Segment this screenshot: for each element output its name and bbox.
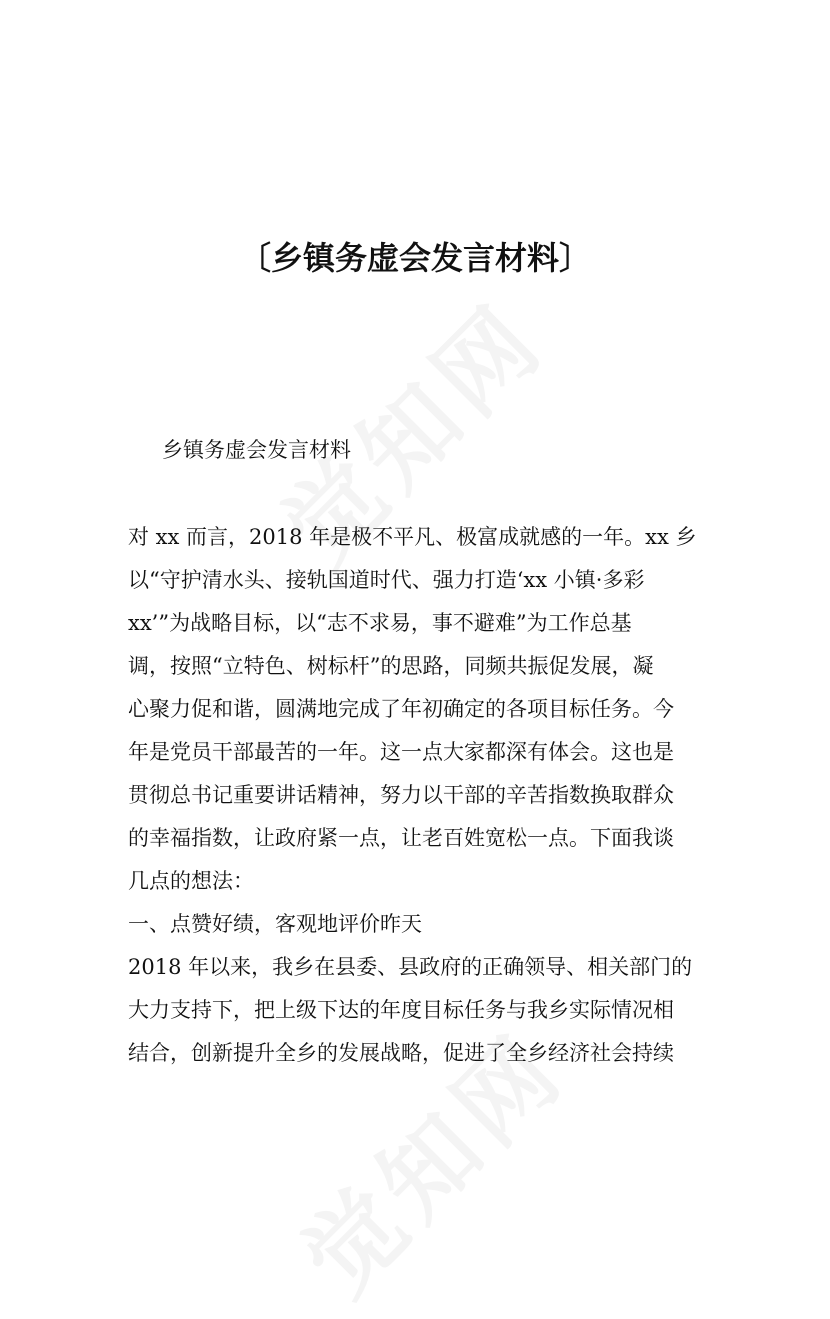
paragraph-line: 大力支持下，把上级下达的年度目标任务与我乡实际情况相 bbox=[128, 998, 674, 1022]
paragraph-line: xx’”为战略目标，以“志不求易，事不避难”为工作总基 bbox=[128, 611, 632, 635]
document-subtitle: 乡镇务虚会发言材料 bbox=[162, 438, 351, 462]
paragraph-line: 贯彻总书记重要讲话精神，努力以干部的辛苦指数换取群众 bbox=[128, 783, 674, 807]
paragraph-line: 调，按照“立特色、树标杆”的思路，同频共振促发展，凝 bbox=[128, 654, 654, 678]
paragraph-line: 几点的想法： bbox=[128, 869, 254, 893]
paragraph-line: 2018 年以来，我乡在县委、县政府的正确领导、相关部门的 bbox=[128, 955, 693, 979]
paragraph-line: 的幸福指数，让政府紧一点，让老百姓宽松一点。下面我谈 bbox=[128, 826, 674, 850]
paragraph-line: 以“守护清水头、接轨国道时代、强力打造‘xx 小镇·多彩 bbox=[128, 568, 645, 592]
paragraph-line: 心聚力促和谐，圆满地完成了年初确定的各项目标任务。今 bbox=[128, 697, 674, 721]
document-title: 〔乡镇务虚会发言材料〕 bbox=[238, 239, 591, 277]
section-heading: 一、点赞好绩，客观地评价昨天 bbox=[128, 912, 422, 936]
paragraph-line: 结合，创新提升全乡的发展战略，促进了全乡经济社会持续 bbox=[128, 1041, 674, 1065]
paragraph-line: 对 xx 而言，2018 年是极不平凡、极富成就感的一年。xx 乡 bbox=[128, 525, 697, 549]
paragraph-line: 年是党员干部最苦的一年。这一点大家都深有体会。这也是 bbox=[128, 740, 674, 764]
